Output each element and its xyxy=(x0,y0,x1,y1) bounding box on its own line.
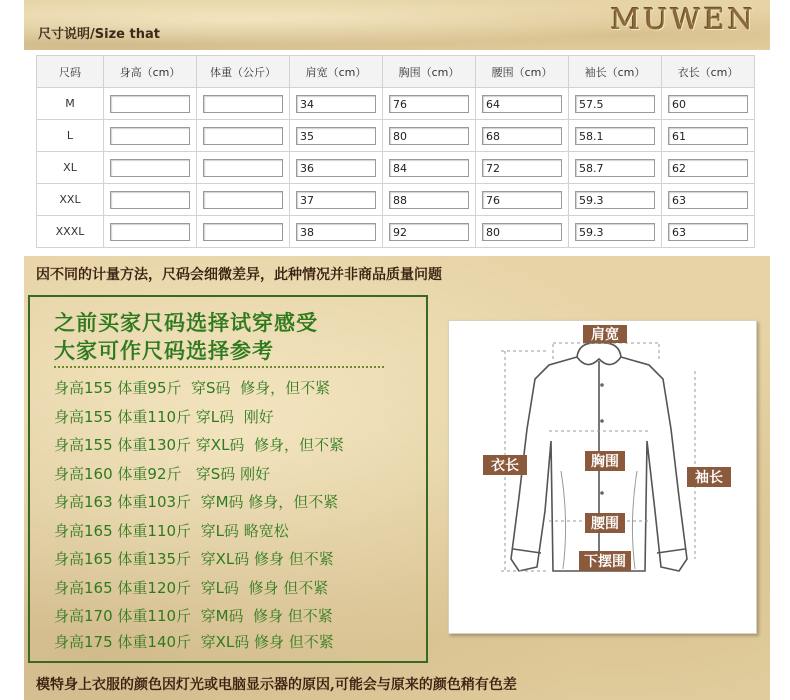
weight-cell xyxy=(197,184,290,216)
weight-cell xyxy=(197,120,290,152)
sleeve-label-text: 袖长 xyxy=(695,470,723,486)
length-cell xyxy=(662,120,755,152)
shirt-diagram-svg xyxy=(449,321,756,633)
sleeve-input[interactable]: 57.5 xyxy=(575,95,655,113)
waist-cell xyxy=(476,88,569,120)
size-cell: XXXL xyxy=(37,216,104,248)
sleeve-input[interactable]: 59.3 xyxy=(575,191,655,209)
column-header-length: 衣长（cm） xyxy=(662,56,755,88)
length-input[interactable]: 61 xyxy=(668,127,748,145)
height-cell xyxy=(104,184,197,216)
hem-label xyxy=(579,551,631,571)
weight-input[interactable] xyxy=(203,191,283,209)
column-header-chest: 胸围（cm） xyxy=(383,56,476,88)
height-input[interactable] xyxy=(110,95,190,113)
waist-input[interactable]: 64 xyxy=(482,95,562,113)
waist-cell xyxy=(476,184,569,216)
waist-cell xyxy=(476,152,569,184)
measurement-notice: 因不同的计量方法，尺码会细微差异，此种情况并非商品质量问题 xyxy=(36,267,442,283)
waist-cell xyxy=(476,120,569,152)
height-cell xyxy=(104,216,197,248)
waist-cell xyxy=(476,216,569,248)
table-row xyxy=(37,120,755,152)
sleeve-label xyxy=(687,467,731,487)
height-cell xyxy=(104,120,197,152)
fit-entry: 身高163 体重103斤 穿M码 修身，但不紧 xyxy=(54,493,339,511)
shoulder-label xyxy=(583,325,627,343)
weight-input[interactable] xyxy=(203,223,283,241)
height-cell xyxy=(104,152,197,184)
waist-input[interactable]: 80 xyxy=(482,223,562,241)
chest-input[interactable]: 88 xyxy=(389,191,469,209)
chest-label-text: 胸围 xyxy=(591,454,619,470)
shoulder-input[interactable]: 35 xyxy=(296,127,376,145)
brand-logo: MUWEN xyxy=(610,2,756,36)
sleeve-cell xyxy=(569,120,662,152)
chest-cell xyxy=(383,152,476,184)
shoulder-cell xyxy=(290,120,383,152)
sleeve-cell xyxy=(569,184,662,216)
size-cell: M xyxy=(37,88,104,120)
hem-label-text: 下摆围 xyxy=(584,554,626,570)
length-cell xyxy=(662,88,755,120)
height-input[interactable] xyxy=(110,223,190,241)
header-banner xyxy=(24,0,770,50)
fit-entry: 身高155 体重130斤 穿XL码 修身，但不紧 xyxy=(54,436,344,454)
shoulder-input[interactable]: 36 xyxy=(296,159,376,177)
shoulder-label-text: 肩宽 xyxy=(591,327,619,343)
height-cell xyxy=(104,88,197,120)
column-header-waist: 腰围（cm） xyxy=(476,56,569,88)
table-row xyxy=(37,152,755,184)
weight-cell xyxy=(197,152,290,184)
waist-label-text: 腰围 xyxy=(591,516,619,532)
fit-entry: 身高165 体重120斤 穿L码 修身 但不紧 xyxy=(54,579,329,597)
table-row xyxy=(37,216,755,248)
fit-entry: 身高165 体重135斤 穿XL码 修身 但不紧 xyxy=(54,550,334,568)
chest-input[interactable]: 76 xyxy=(389,95,469,113)
waist-input[interactable]: 72 xyxy=(482,159,562,177)
column-header-sleeve: 袖长（cm） xyxy=(569,56,662,88)
length-cell xyxy=(662,184,755,216)
chest-cell xyxy=(383,216,476,248)
length-cell xyxy=(662,216,755,248)
table-header-row xyxy=(37,56,755,88)
weight-input[interactable] xyxy=(203,159,283,177)
sleeve-cell xyxy=(569,88,662,120)
chest-input[interactable]: 84 xyxy=(389,159,469,177)
sleeve-input[interactable]: 58.7 xyxy=(575,159,655,177)
size-table xyxy=(36,55,755,248)
height-input[interactable] xyxy=(110,159,190,177)
sleeve-input[interactable]: 59.3 xyxy=(575,223,655,241)
height-input[interactable] xyxy=(110,127,190,145)
size-cell: XL xyxy=(37,152,104,184)
size-cell: L xyxy=(37,120,104,152)
reference-headline-1: 之前买家尺码选择试穿感受 xyxy=(54,311,318,335)
column-header-height: 身高（cm） xyxy=(104,56,197,88)
weight-cell xyxy=(197,216,290,248)
waist-input[interactable]: 76 xyxy=(482,191,562,209)
height-input[interactable] xyxy=(110,191,190,209)
measurement-diagram xyxy=(448,320,757,634)
chest-input[interactable]: 92 xyxy=(389,223,469,241)
fit-entry: 身高155 体重95斤 穿S码 修身，但不紧 xyxy=(54,379,331,397)
column-header-size: 尺码 xyxy=(37,56,104,88)
shoulder-cell xyxy=(290,88,383,120)
weight-input[interactable] xyxy=(203,127,283,145)
length-label-text: 衣长 xyxy=(491,458,519,474)
length-input[interactable]: 62 xyxy=(668,159,748,177)
chest-label xyxy=(585,451,625,471)
shoulder-input[interactable]: 38 xyxy=(296,223,376,241)
shoulder-cell xyxy=(290,216,383,248)
length-label xyxy=(483,455,527,475)
waist-input[interactable]: 68 xyxy=(482,127,562,145)
length-input[interactable]: 63 xyxy=(668,191,748,209)
color-disclaimer: 模特身上衣服的颜色因灯光或电脑显示器的原因,可能会与原来的颜色稍有色差 xyxy=(36,677,517,693)
length-cell xyxy=(662,152,755,184)
waist-label xyxy=(585,513,625,533)
length-input[interactable]: 60 xyxy=(668,95,748,113)
fit-entry: 身高160 体重92斤 穿S码 刚好 xyxy=(54,465,271,483)
shoulder-input[interactable]: 37 xyxy=(296,191,376,209)
table-row xyxy=(37,184,755,216)
sleeve-cell xyxy=(569,216,662,248)
fit-entry: 身高170 体重110斤 穿M码 修身 但不紧 xyxy=(54,607,333,625)
chest-input[interactable]: 80 xyxy=(389,127,469,145)
table-row xyxy=(37,88,755,120)
shoulder-cell xyxy=(290,184,383,216)
fit-entry: 身高175 体重140斤 穿XL码 修身 但不紧 xyxy=(54,633,334,651)
chest-cell xyxy=(383,88,476,120)
shoulder-cell xyxy=(290,152,383,184)
fit-entry: 身高155 体重110斤 穿L码 刚好 xyxy=(54,408,274,426)
sleeve-input[interactable]: 58.1 xyxy=(575,127,655,145)
reference-headline-2: 大家可作尺码选择参考 xyxy=(54,339,274,363)
fit-reference-box xyxy=(28,295,428,663)
fit-entry: 身高165 体重110斤 穿L码 略宽松 xyxy=(54,522,289,540)
fit-reference-section xyxy=(24,256,770,700)
size-cell: XXL xyxy=(37,184,104,216)
chest-cell xyxy=(383,184,476,216)
weight-input[interactable] xyxy=(203,95,283,113)
length-input[interactable]: 63 xyxy=(668,223,748,241)
page-title: 尺寸说明/Size that xyxy=(38,27,160,42)
column-header-weight: 体重（公斤） xyxy=(197,56,290,88)
dotted-divider xyxy=(54,366,384,368)
column-header-shoulder: 肩宽（cm） xyxy=(290,56,383,88)
chest-cell xyxy=(383,120,476,152)
sleeve-cell xyxy=(569,152,662,184)
shoulder-input[interactable]: 34 xyxy=(296,95,376,113)
weight-cell xyxy=(197,88,290,120)
